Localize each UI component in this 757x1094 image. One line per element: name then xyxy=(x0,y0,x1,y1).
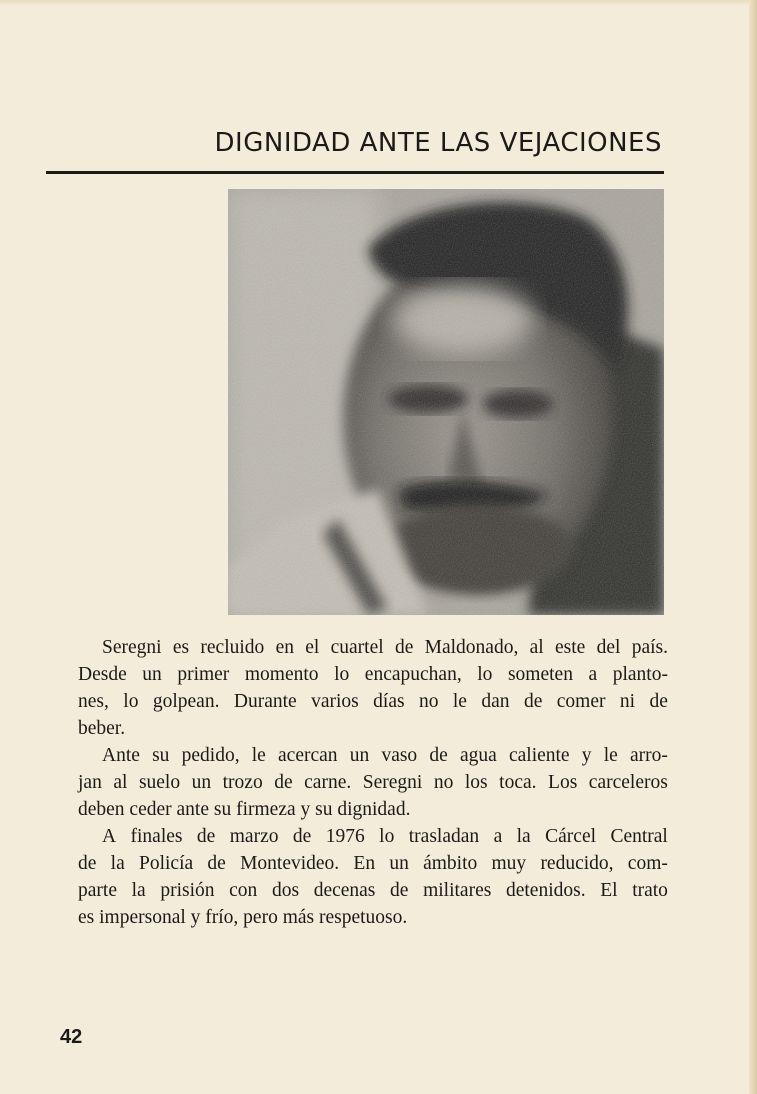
text-line: deben ceder ante su firmeza y su dignidad. xyxy=(78,799,411,820)
text-line: Seregni es recluido en el cuartel de Maldonado, al este del país. xyxy=(102,637,668,658)
page-top-shadow xyxy=(0,0,757,6)
portrait-photo-image xyxy=(228,189,664,615)
title-rule xyxy=(46,171,664,174)
portrait-photo xyxy=(228,189,664,615)
body-text xyxy=(78,634,668,931)
paragraph-2 xyxy=(78,742,668,823)
text-line: de la Policía de Montevideo. En un ámbito muy reducido, com- xyxy=(78,853,668,874)
text-line: es impersonal y frío, pero más respetuoso. xyxy=(78,907,408,928)
page-number: 42 xyxy=(60,1026,83,1048)
paragraph-1 xyxy=(78,634,668,742)
paragraph-3 xyxy=(78,823,668,931)
page-edge-shadow xyxy=(749,0,757,1094)
text-line: A finales de marzo de 1976 lo trasladan a la Cárcel Central xyxy=(102,826,668,847)
text-line: Desde un primer momento lo encapuchan, lo someten a planto- xyxy=(78,664,668,685)
text-line: Ante su pedido, le acercan un vaso de agua caliente y le arro- xyxy=(102,745,668,766)
text-line: jan al suelo un trozo de carne. Seregni no los toca. Los carceleros xyxy=(78,772,668,793)
text-line: beber. xyxy=(78,718,126,739)
text-line: parte la prisión con dos decenas de militares detenidos. El trato xyxy=(78,880,668,901)
text-line: nes, lo golpean. Durante varios días no le dan de comer ni de xyxy=(78,691,668,712)
chapter-title: DIGNIDAD ANTE LAS VEJACIONES xyxy=(214,128,662,158)
